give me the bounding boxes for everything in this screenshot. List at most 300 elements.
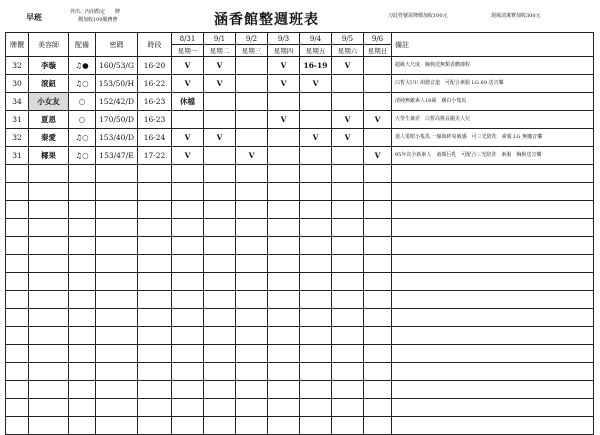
day-cell xyxy=(268,309,300,327)
code-cell: 170/50/D xyxy=(96,111,138,129)
day-cell xyxy=(332,219,364,237)
remark-cell: 迷人電眼小隻馬 一線海絆易敏感 可三光陪洗 素服 LG 無魔音樂 xyxy=(392,129,594,147)
day-cell xyxy=(300,273,332,291)
day-cell xyxy=(364,417,392,435)
remark-cell: 清純無敵素人18歲 膚白小隻馬 xyxy=(392,93,594,111)
remark-cell xyxy=(392,291,594,309)
price-cell: 31 xyxy=(6,147,29,165)
name-cell xyxy=(29,201,69,219)
remark-cell xyxy=(392,417,594,435)
table-row xyxy=(6,57,594,75)
time-cell xyxy=(138,237,172,255)
name-cell xyxy=(29,165,69,183)
name-cell xyxy=(29,237,69,255)
day-cell xyxy=(204,219,236,237)
day-cell xyxy=(268,417,300,435)
day-cell xyxy=(268,381,300,399)
price-cell xyxy=(6,201,29,219)
price-cell xyxy=(6,255,29,273)
price-cell xyxy=(6,291,29,309)
day-cell xyxy=(332,147,364,165)
equip-cell: ♫○ xyxy=(69,129,96,147)
day-cell xyxy=(364,237,392,255)
col-header-price: 牌價 xyxy=(6,33,29,57)
name-cell: 椰果 xyxy=(29,147,69,165)
time-cell xyxy=(138,417,172,435)
day-cell: V xyxy=(236,147,268,165)
name-cell xyxy=(29,399,69,417)
day-cell xyxy=(300,381,332,399)
day-cell xyxy=(332,399,364,417)
price-cell xyxy=(6,237,29,255)
day-cell xyxy=(268,291,300,309)
day-cell xyxy=(204,291,236,309)
code-cell xyxy=(96,327,138,345)
price-cell xyxy=(6,327,29,345)
equip-cell xyxy=(69,417,96,435)
day-cell xyxy=(204,327,236,345)
equip-cell xyxy=(69,363,96,381)
name-cell: 滾鈕 xyxy=(29,75,69,93)
day-cell xyxy=(172,201,204,219)
day-cell xyxy=(300,255,332,273)
day-cell xyxy=(268,93,300,111)
day-cell xyxy=(172,345,204,363)
day-cell xyxy=(364,201,392,219)
day-cell xyxy=(364,183,392,201)
day-cell xyxy=(268,273,300,291)
time-cell xyxy=(138,309,172,327)
day-cell xyxy=(364,399,392,417)
name-cell xyxy=(29,219,69,237)
time-cell xyxy=(138,201,172,219)
day-cell xyxy=(172,399,204,417)
day-cell xyxy=(236,129,268,147)
day-cell xyxy=(364,93,392,111)
schedule-table xyxy=(5,32,594,435)
day-cell xyxy=(204,111,236,129)
equip-cell xyxy=(69,381,96,399)
day-cell xyxy=(332,183,364,201)
table-row xyxy=(6,291,594,309)
table-row xyxy=(6,219,594,237)
day-cell xyxy=(236,57,268,75)
day-cell: V xyxy=(172,57,204,75)
day-cell xyxy=(236,381,268,399)
table-row xyxy=(6,327,594,345)
day-cell xyxy=(172,165,204,183)
col-header-equip: 配備 xyxy=(69,33,96,57)
name-cell xyxy=(29,363,69,381)
day-cell xyxy=(236,399,268,417)
day-cell xyxy=(332,165,364,183)
day-cell xyxy=(172,309,204,327)
day-cell xyxy=(300,93,332,111)
price-cell: 31 xyxy=(6,111,29,129)
code-cell xyxy=(96,183,138,201)
remark-cell: 95年次全新素人 童顏巨乳 可配合三光陪洗 素服 胸狗送音樂 xyxy=(392,147,594,165)
remark-cell: 大學生兼差 白皙高挑長腿美人兒 xyxy=(392,111,594,129)
day-cell xyxy=(364,129,392,147)
equip-cell: ○ xyxy=(69,111,96,129)
day-cell xyxy=(364,309,392,327)
day-cell xyxy=(236,291,268,309)
table-row xyxy=(6,255,594,273)
code-cell xyxy=(96,255,138,273)
table-row xyxy=(6,381,594,399)
day-cell xyxy=(268,165,300,183)
remark-cell xyxy=(392,273,594,291)
equip-cell xyxy=(69,327,96,345)
day-cell xyxy=(236,327,268,345)
col-header-code: 密碼 xyxy=(96,33,138,57)
day-cell xyxy=(172,417,204,435)
day-cell xyxy=(236,201,268,219)
day-cell xyxy=(172,219,204,237)
day-cell xyxy=(172,273,204,291)
day-weekday: 星期日 xyxy=(364,45,392,57)
price-cell xyxy=(6,219,29,237)
price-cell: 32 xyxy=(6,129,29,147)
price-cell: 34 xyxy=(6,93,29,111)
day-cell xyxy=(204,345,236,363)
day-cell xyxy=(172,327,204,345)
table-row xyxy=(6,345,594,363)
day-cell xyxy=(300,327,332,345)
table-row xyxy=(6,417,594,435)
price-cell xyxy=(6,363,29,381)
time-cell: 16-23 xyxy=(138,111,172,129)
time-cell xyxy=(138,363,172,381)
day-cell xyxy=(300,399,332,417)
time-cell xyxy=(138,183,172,201)
day-cell xyxy=(204,165,236,183)
day-cell xyxy=(172,111,204,129)
equip-cell xyxy=(69,219,96,237)
remark-cell xyxy=(392,381,594,399)
equip-cell xyxy=(69,255,96,273)
day-cell xyxy=(364,363,392,381)
table-row xyxy=(6,309,594,327)
day-cell xyxy=(300,309,332,327)
name-cell xyxy=(29,309,69,327)
day-cell xyxy=(236,93,268,111)
day-cell xyxy=(172,255,204,273)
code-cell: 152/42/D xyxy=(96,93,138,111)
remark-cell xyxy=(392,237,594,255)
day-cell xyxy=(268,327,300,345)
day-cell xyxy=(332,417,364,435)
day-cell xyxy=(204,255,236,273)
day-cell xyxy=(172,381,204,399)
remark-cell xyxy=(392,183,594,201)
name-cell xyxy=(29,381,69,399)
time-cell xyxy=(138,399,172,417)
table-row xyxy=(6,75,594,93)
price-cell xyxy=(6,165,29,183)
day-cell xyxy=(236,219,268,237)
time-cell: 16-23 xyxy=(138,93,172,111)
day-cell xyxy=(364,381,392,399)
equip-cell xyxy=(69,345,96,363)
time-cell xyxy=(138,327,172,345)
code-cell xyxy=(96,381,138,399)
day-cell xyxy=(204,363,236,381)
price-cell xyxy=(6,273,29,291)
day-cell xyxy=(300,345,332,363)
code-cell xyxy=(96,165,138,183)
day-cell xyxy=(364,273,392,291)
day-cell: V xyxy=(172,147,204,165)
day-cell xyxy=(332,345,364,363)
day-weekday: 星期五 xyxy=(300,45,332,57)
day-date: 9/2 xyxy=(236,33,268,45)
table-row xyxy=(6,93,594,111)
code-cell xyxy=(96,345,138,363)
name-cell xyxy=(29,273,69,291)
equip-cell: ♫○ xyxy=(69,147,96,165)
day-cell xyxy=(332,237,364,255)
time-cell xyxy=(138,165,172,183)
date-header-row xyxy=(6,33,594,45)
table-row xyxy=(6,147,594,165)
col-header-remark: 備註 xyxy=(392,33,594,57)
equip-cell xyxy=(69,309,96,327)
day-cell xyxy=(300,237,332,255)
equip-cell xyxy=(69,183,96,201)
price-cell: 32 xyxy=(6,57,29,75)
day-weekday: 星期一 xyxy=(172,45,204,57)
day-cell xyxy=(268,255,300,273)
table-row xyxy=(6,363,594,381)
day-cell xyxy=(204,273,236,291)
name-cell xyxy=(29,183,69,201)
day-cell xyxy=(204,309,236,327)
day-cell xyxy=(236,165,268,183)
day-cell xyxy=(204,183,236,201)
note-left-1: 外出、內用酌定 牌 xyxy=(70,9,121,15)
day-cell xyxy=(332,75,364,93)
name-cell: 小女友 xyxy=(29,93,69,111)
remark-cell: 超級大尺度 胸狗送無類香體課程 xyxy=(392,57,594,75)
name-cell: 夏恩 xyxy=(29,111,69,129)
day-cell xyxy=(236,345,268,363)
name-cell xyxy=(29,291,69,309)
time-cell xyxy=(138,273,172,291)
time-cell xyxy=(138,291,172,309)
name-cell xyxy=(29,255,69,273)
day-cell xyxy=(236,255,268,273)
equip-cell xyxy=(69,237,96,255)
table-row xyxy=(6,237,594,255)
day-cell: V xyxy=(332,129,364,147)
day-date: 9/3 xyxy=(268,33,300,45)
col-header-name: 美容師 xyxy=(29,33,69,57)
code-cell xyxy=(96,201,138,219)
day-cell xyxy=(268,363,300,381)
time-cell: 17-22 xyxy=(138,147,172,165)
equip-cell xyxy=(69,273,96,291)
day-cell xyxy=(332,381,364,399)
code-cell xyxy=(96,417,138,435)
day-cell xyxy=(204,93,236,111)
day-cell xyxy=(364,291,392,309)
note-left-2: 價加收100服務費 xyxy=(78,17,118,23)
equip-cell xyxy=(69,165,96,183)
day-cell xyxy=(204,201,236,219)
code-cell: 160/53/G xyxy=(96,57,138,75)
day-cell xyxy=(364,165,392,183)
day-cell xyxy=(268,147,300,165)
day-cell xyxy=(204,399,236,417)
equip-cell: ♫○ xyxy=(69,75,96,93)
day-weekday: 星期四 xyxy=(268,45,300,57)
day-cell xyxy=(364,255,392,273)
day-cell xyxy=(268,129,300,147)
day-cell xyxy=(300,111,332,129)
time-cell: 16-20 xyxy=(138,57,172,75)
day-cell: V xyxy=(172,129,204,147)
price-cell xyxy=(6,417,29,435)
sheet-header xyxy=(0,0,600,32)
remark-cell xyxy=(392,345,594,363)
day-cell: V xyxy=(332,57,364,75)
price-cell xyxy=(6,399,29,417)
day-cell xyxy=(364,57,392,75)
day-cell xyxy=(332,363,364,381)
equip-cell xyxy=(69,201,96,219)
remark-cell xyxy=(392,219,594,237)
day-cell xyxy=(364,75,392,93)
day-date: 9/1 xyxy=(204,33,236,45)
table-row xyxy=(6,129,594,147)
day-cell xyxy=(268,345,300,363)
day-cell: 休檔 xyxy=(172,93,204,111)
code-cell xyxy=(96,291,138,309)
day-cell xyxy=(172,291,204,309)
time-cell xyxy=(138,255,172,273)
name-cell: 李璇 xyxy=(29,57,69,75)
remark-cell xyxy=(392,255,594,273)
day-cell: V xyxy=(268,57,300,75)
day-cell xyxy=(236,273,268,291)
day-cell xyxy=(268,399,300,417)
day-cell: V xyxy=(300,129,332,147)
day-cell xyxy=(204,237,236,255)
code-cell: 153/40/D xyxy=(96,129,138,147)
day-weekday: 星期二 xyxy=(204,45,236,57)
price-cell: 30 xyxy=(6,75,29,93)
page-title: 涵香館整週班表 xyxy=(214,12,319,28)
day-cell xyxy=(204,417,236,435)
day-cell xyxy=(364,345,392,363)
equip-cell xyxy=(69,291,96,309)
day-cell xyxy=(332,291,364,309)
code-cell xyxy=(96,237,138,255)
remark-cell xyxy=(392,165,594,183)
day-cell xyxy=(332,255,364,273)
remark-cell xyxy=(392,363,594,381)
time-cell: 16-24 xyxy=(138,129,172,147)
remark-cell xyxy=(392,327,594,345)
remark-cell xyxy=(392,201,594,219)
day-cell xyxy=(364,327,392,345)
day-cell xyxy=(236,183,268,201)
day-cell xyxy=(332,273,364,291)
remark-cell: 白皙大UU 胡德音道 可配合素服 LG 69 送音樂 xyxy=(392,75,594,93)
price-cell xyxy=(6,381,29,399)
table-row xyxy=(6,111,594,129)
time-cell: 16-22 xyxy=(138,75,172,93)
day-cell xyxy=(332,309,364,327)
remark-cell xyxy=(392,309,594,327)
day-cell xyxy=(300,201,332,219)
code-cell: 153/50/H xyxy=(96,75,138,93)
time-cell xyxy=(138,381,172,399)
day-cell xyxy=(300,291,332,309)
name-cell xyxy=(29,327,69,345)
day-cell: V xyxy=(172,75,204,93)
day-cell: V xyxy=(268,111,300,129)
table-row xyxy=(6,201,594,219)
time-cell xyxy=(138,345,172,363)
day-cell xyxy=(236,417,268,435)
day-cell xyxy=(300,165,332,183)
day-cell xyxy=(172,363,204,381)
day-cell xyxy=(204,381,236,399)
table-row xyxy=(6,183,594,201)
day-cell xyxy=(268,201,300,219)
code-cell xyxy=(96,273,138,291)
table-row xyxy=(6,273,594,291)
day-cell: V xyxy=(268,75,300,93)
code-cell xyxy=(96,399,138,417)
day-cell xyxy=(332,327,364,345)
table-row xyxy=(6,399,594,417)
equip-cell: ○ xyxy=(69,93,96,111)
day-cell xyxy=(332,93,364,111)
shift-label: 早班 xyxy=(26,12,42,22)
col-header-time: 時段 xyxy=(138,33,172,57)
day-cell: V xyxy=(204,75,236,93)
day-cell xyxy=(236,75,268,93)
name-cell xyxy=(29,417,69,435)
note-right-2: 現場清潔費加收300元 xyxy=(491,13,541,19)
day-cell xyxy=(332,201,364,219)
day-cell xyxy=(172,183,204,201)
day-cell: V xyxy=(204,57,236,75)
day-cell: 16-19 xyxy=(300,57,332,75)
schedule-body xyxy=(6,57,594,435)
equip-cell xyxy=(69,399,96,417)
code-cell xyxy=(96,219,138,237)
day-weekday: 星期六 xyxy=(332,45,364,57)
equip-cell: ♫● xyxy=(69,57,96,75)
time-cell xyxy=(138,219,172,237)
day-weekday: 星期三 xyxy=(236,45,268,57)
day-cell: V xyxy=(364,111,392,129)
code-cell: 153/47/E xyxy=(96,147,138,165)
day-cell xyxy=(236,237,268,255)
day-cell xyxy=(364,219,392,237)
day-cell xyxy=(300,147,332,165)
day-cell xyxy=(204,147,236,165)
code-cell xyxy=(96,309,138,327)
day-cell xyxy=(236,309,268,327)
day-cell xyxy=(172,237,204,255)
day-cell: V xyxy=(332,111,364,129)
day-cell xyxy=(300,363,332,381)
